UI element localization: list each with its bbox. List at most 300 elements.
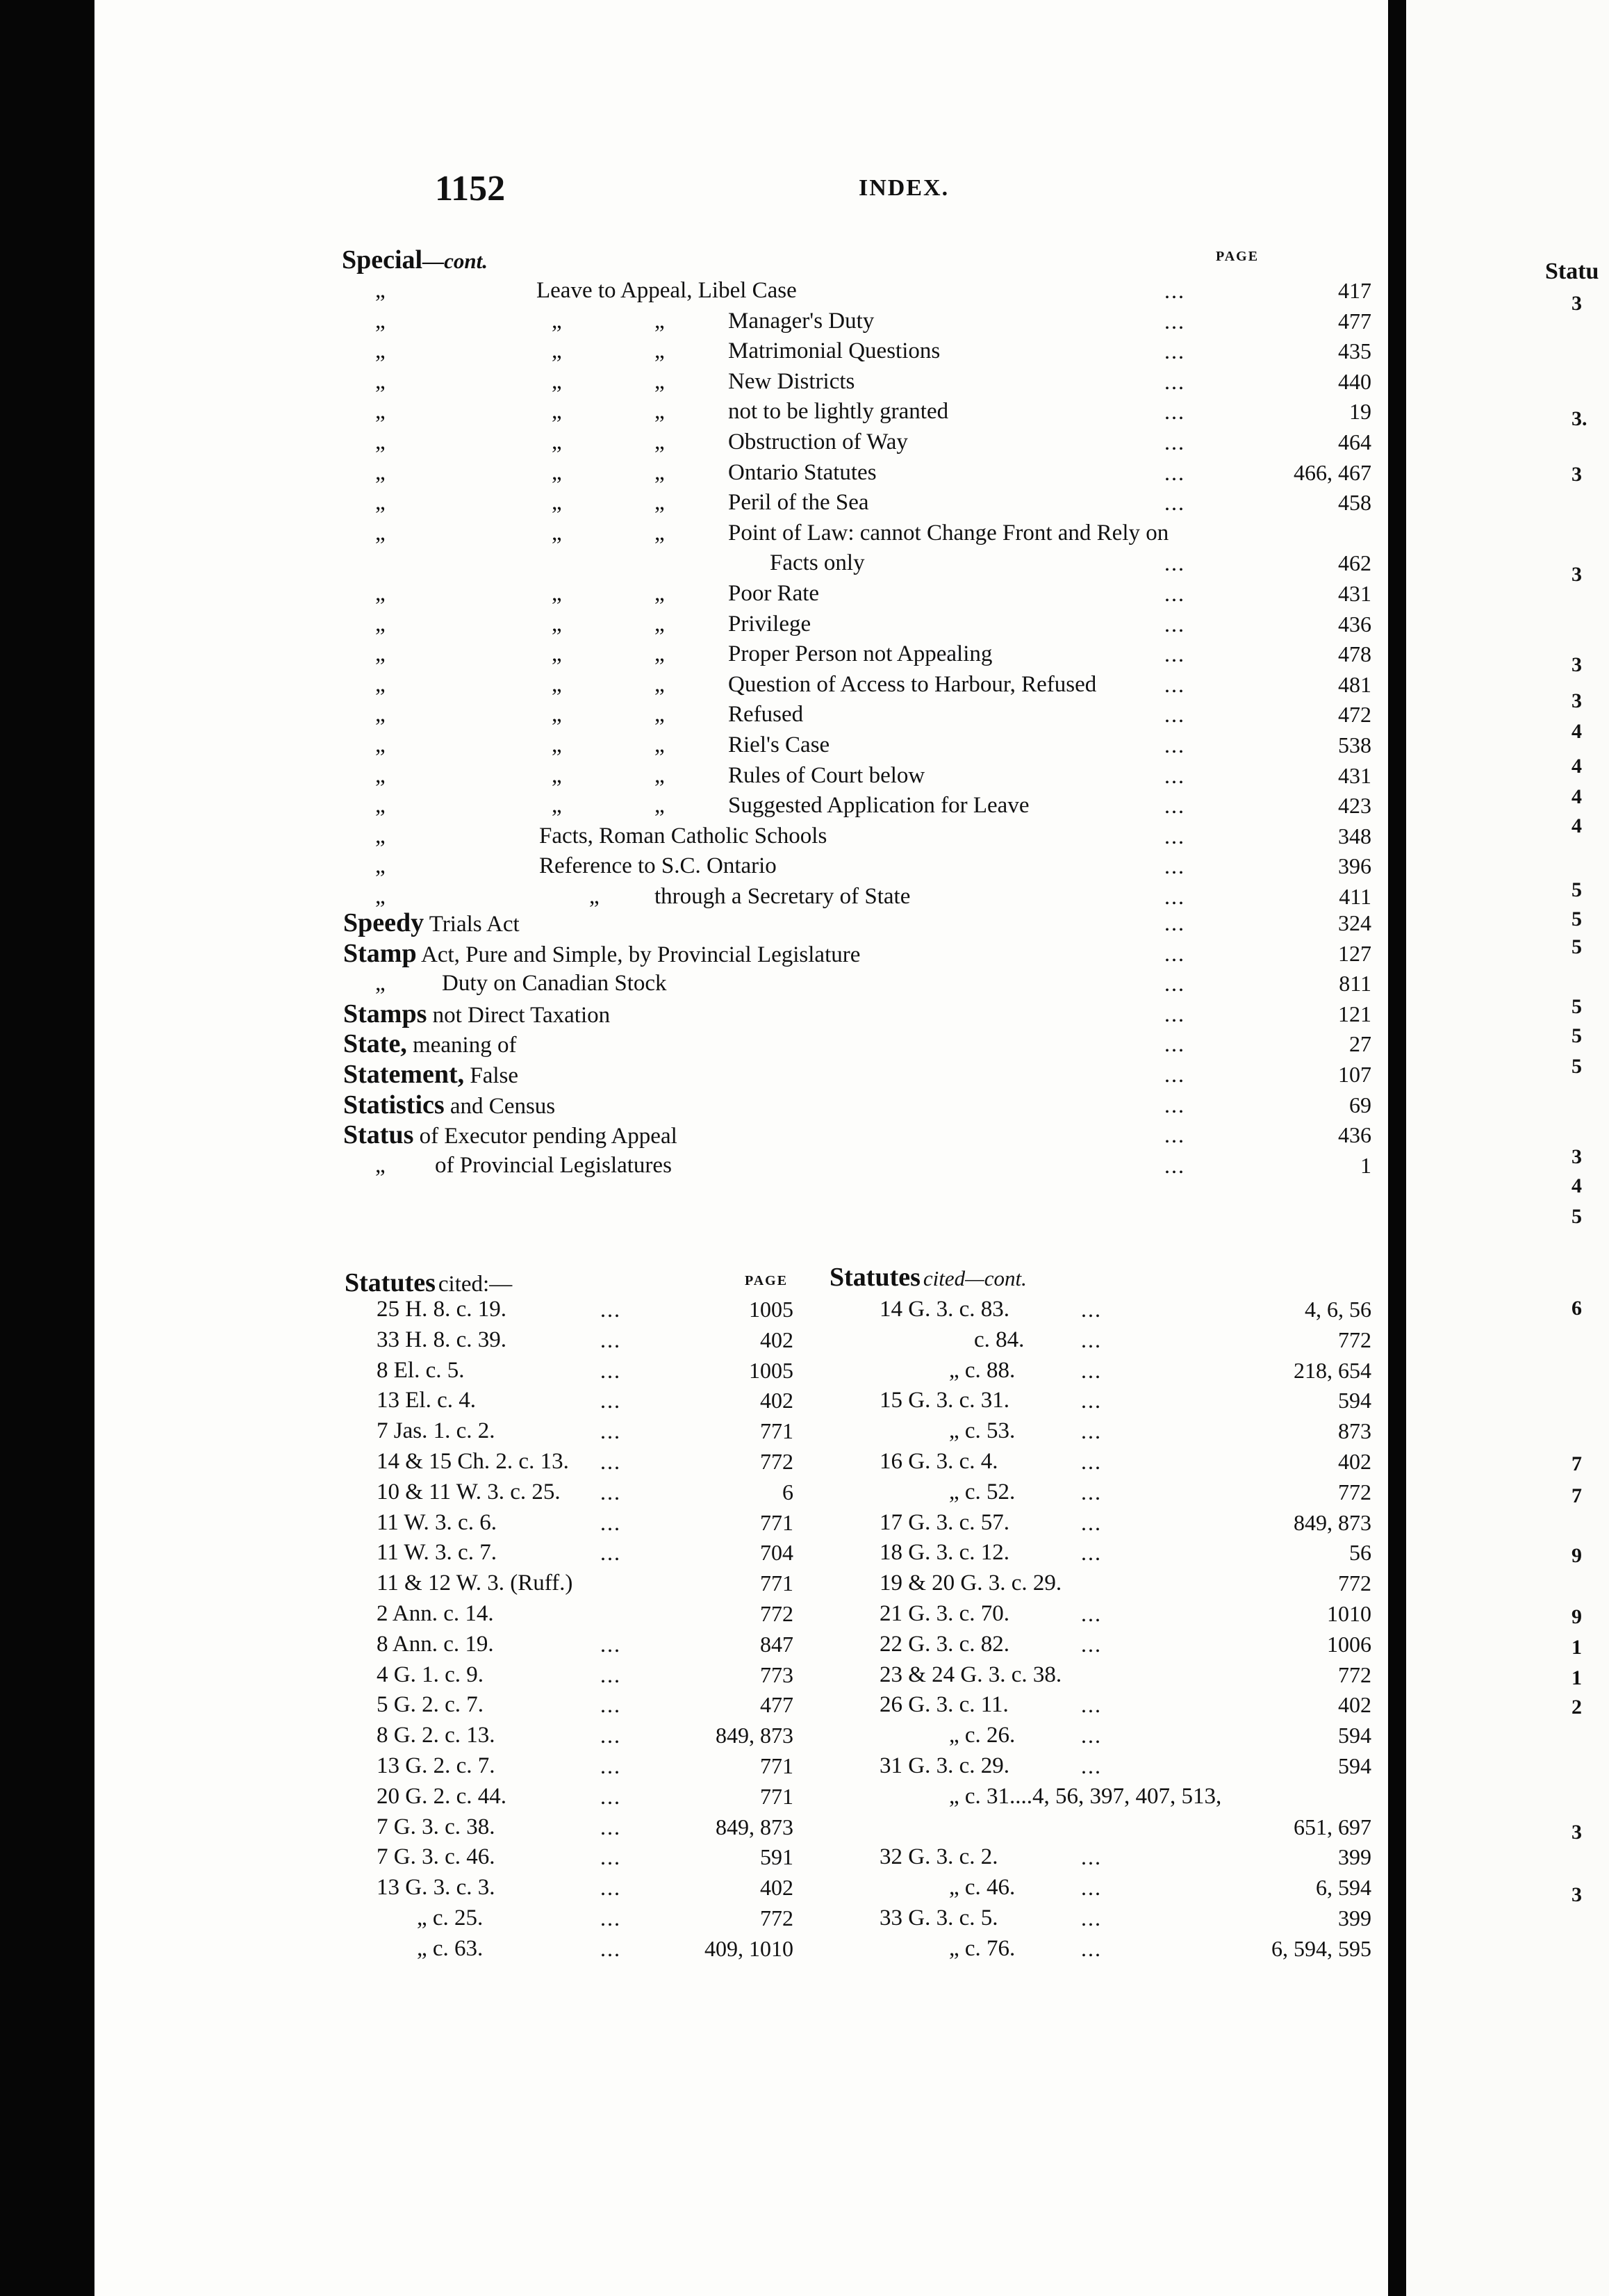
- page-ref: 594: [1338, 1753, 1371, 1778]
- statute-citation: 23 & 24 G. 3. c. 38.: [880, 1662, 1062, 1687]
- page-ref: 19: [1349, 399, 1371, 424]
- facing-number-fragment: 3: [1571, 1883, 1582, 1906]
- page-ref: 462: [1338, 550, 1371, 575]
- index-entry-text: Peril of the Sea: [728, 490, 869, 515]
- statute-citation: 13 G. 2. c. 7.: [377, 1753, 495, 1778]
- ditto-mark: „: [552, 763, 562, 788]
- page-ref: 1010: [1327, 1601, 1371, 1626]
- facing-number-fragment: 5: [1571, 995, 1582, 1018]
- ditto-mark: „: [552, 612, 562, 637]
- ditto-mark: „: [654, 581, 665, 606]
- leader-dots: ...: [1081, 1418, 1102, 1443]
- index-entry-text: not to be lightly granted: [728, 399, 949, 424]
- leader-dots: ...: [1164, 278, 1185, 303]
- page-ref: 423: [1338, 793, 1371, 818]
- statute-citation: „ c. 31....4, 56, 397, 407, 513,: [949, 1784, 1222, 1809]
- leader-dots: ...: [1164, 490, 1185, 515]
- ditto-mark: „: [375, 278, 386, 303]
- ditto-mark: „: [375, 338, 386, 363]
- index-entry-text: Leave to Appeal, Libel Case: [536, 278, 797, 303]
- ditto-mark: „: [552, 309, 562, 334]
- statute-citation: 31 G. 3. c. 29.: [880, 1753, 1009, 1778]
- index-entry-text: Rules of Court below: [728, 763, 925, 788]
- facing-number-fragment: 4: [1571, 814, 1582, 837]
- leader-dots: ...: [1164, 581, 1185, 606]
- ditto-mark: „: [375, 490, 386, 515]
- page-ref: 399: [1338, 1844, 1371, 1869]
- ditto-mark: „: [552, 793, 562, 818]
- leader-dots: ...: [600, 1449, 621, 1474]
- statute-citation: 4 G. 1. c. 9.: [377, 1662, 484, 1687]
- page-ref: 1006: [1327, 1632, 1371, 1657]
- page-ref: 402: [760, 1388, 793, 1413]
- statute-citation: 7 G. 3. c. 38.: [377, 1814, 495, 1839]
- page-ref: 772: [760, 1449, 793, 1474]
- ditto-mark: „: [375, 520, 386, 546]
- leader-dots: ...: [1164, 732, 1185, 757]
- leader-dots: ...: [600, 1905, 621, 1930]
- leader-dots: ...: [600, 1875, 621, 1900]
- statute-citation: 13 G. 3. c. 3.: [377, 1875, 495, 1900]
- statute-citation: 25 H. 8. c. 19.: [377, 1297, 506, 1322]
- page-ref: 651, 697: [1294, 1814, 1371, 1839]
- index-entry-text: Refused: [728, 702, 804, 727]
- index-entry-heading: State,: [343, 1029, 407, 1058]
- leader-dots: ...: [1164, 884, 1185, 909]
- index-entry-text: Facts, Roman Catholic Schools: [539, 823, 827, 848]
- leader-dots: ...: [1164, 429, 1185, 454]
- index-entry-text: Facts only: [770, 550, 865, 575]
- index-entry-text: Ontario Statutes: [728, 460, 877, 485]
- ditto-mark: „: [375, 641, 386, 666]
- leader-dots: ...: [1081, 1479, 1102, 1504]
- leader-dots: ...: [600, 1388, 621, 1413]
- index-entry-text: and Census: [444, 1094, 556, 1119]
- page-ref: 771: [760, 1571, 793, 1596]
- page-ref: 431: [1338, 763, 1371, 788]
- index-entry-heading: Statement,: [343, 1060, 465, 1089]
- special-heading: Special: [342, 245, 423, 274]
- page-ref: 402: [760, 1327, 793, 1352]
- statutes-left-page-label: PAGE: [745, 1273, 789, 1288]
- ditto-mark: „: [654, 612, 665, 637]
- index-entry-text: Reference to S.C. Ontario: [539, 853, 777, 878]
- statute-citation: 7 Jas. 1. c. 2.: [377, 1418, 495, 1443]
- index-entry-text: New Districts: [728, 369, 855, 394]
- ditto-mark: „: [552, 460, 562, 485]
- page-ref: 69: [1349, 1092, 1371, 1117]
- statute-citation: „ c. 63.: [417, 1936, 484, 1961]
- leader-dots: ...: [600, 1418, 621, 1443]
- page-ref: 591: [760, 1844, 793, 1869]
- ditto-mark: „: [375, 823, 386, 848]
- page-ref: 481: [1338, 672, 1371, 697]
- index-entry-heading: Status: [343, 1120, 414, 1149]
- page-ref: 772: [760, 1601, 793, 1626]
- special-heading-line: [342, 245, 488, 275]
- facing-number-fragment: 3: [1571, 653, 1582, 676]
- ditto-mark: „: [375, 793, 386, 818]
- ditto-mark: „: [375, 1153, 386, 1178]
- statute-citation: 19 & 20 G. 3. c. 29.: [880, 1571, 1062, 1596]
- page-ref: 402: [1338, 1449, 1371, 1474]
- index-entry-text: False: [464, 1063, 519, 1088]
- statute-citation: 8 El. c. 5.: [377, 1358, 465, 1383]
- facing-number-fragment: 3: [1571, 1145, 1582, 1168]
- ditto-mark: „: [654, 399, 665, 424]
- index-entry-text: Matrimonial Questions: [728, 338, 941, 363]
- leader-dots: ...: [600, 1327, 621, 1352]
- index-entry-text: meaning of: [406, 1033, 517, 1058]
- page-ref: 594: [1338, 1388, 1371, 1413]
- ditto-mark: „: [654, 490, 665, 515]
- page-ref: 121: [1338, 1001, 1371, 1026]
- index-entry-heading: Stamp: [343, 939, 417, 968]
- index-entry-text: Privilege: [728, 612, 811, 637]
- ditto-mark: „: [375, 612, 386, 637]
- page-ref: 1005: [749, 1297, 793, 1322]
- statute-citation: „ c. 25.: [417, 1905, 484, 1930]
- leader-dots: ...: [1164, 641, 1185, 666]
- ditto-mark: „: [654, 672, 665, 697]
- statutes-right-heading-line: [830, 1262, 1027, 1293]
- leader-dots: ...: [1081, 1936, 1102, 1961]
- ditto-mark: „: [552, 732, 562, 757]
- leader-dots: ...: [1164, 763, 1185, 788]
- page-ref: 478: [1338, 641, 1371, 666]
- page-ref: 107: [1338, 1062, 1371, 1087]
- statute-citation: 13 El. c. 4.: [377, 1388, 476, 1413]
- page-ref: 218, 654: [1294, 1358, 1371, 1383]
- facing-number-fragment: 3: [1571, 689, 1582, 712]
- page-ref: 771: [760, 1784, 793, 1809]
- page-ref: 773: [760, 1662, 793, 1687]
- index-entry-text: of Executor pending Appeal: [413, 1124, 677, 1149]
- page-column-label: PAGE: [1216, 249, 1260, 264]
- page-ref: 771: [760, 1418, 793, 1443]
- statute-citation: 11 W. 3. c. 6.: [377, 1510, 497, 1535]
- page-ref: 6, 594, 595: [1271, 1936, 1371, 1961]
- leader-dots: ...: [600, 1662, 621, 1687]
- ditto-mark: „: [375, 884, 386, 909]
- facing-number-fragment: 9: [1571, 1544, 1582, 1567]
- page-ref: 847: [760, 1632, 793, 1657]
- page-ref: 811: [1339, 971, 1371, 996]
- ditto-mark: „: [654, 641, 665, 666]
- statute-citation: 10 & 11 W. 3. c. 25.: [377, 1479, 561, 1504]
- facing-number-fragment: 5: [1571, 908, 1582, 930]
- page-ref: 771: [760, 1753, 793, 1778]
- index-entry-text: through a Secretary of State: [654, 884, 911, 909]
- ditto-mark: „: [552, 338, 562, 363]
- page-ref: 324: [1338, 910, 1371, 935]
- statute-citation: 16 G. 3. c. 4.: [880, 1449, 998, 1474]
- leader-dots: ...: [600, 1723, 621, 1748]
- page-ref: 6, 594: [1316, 1875, 1371, 1900]
- statute-citation: 14 & 15 Ch. 2. c. 13.: [377, 1449, 569, 1474]
- leader-dots: ...: [1081, 1905, 1102, 1930]
- statute-citation: „ c. 26.: [949, 1723, 1016, 1748]
- page-ref: 127: [1338, 941, 1371, 966]
- statute-citation: 5 G. 2. c. 7.: [377, 1692, 484, 1717]
- ditto-mark: „: [375, 672, 386, 697]
- index-entry-text: Point of Law: cannot Change Front and Rely on: [728, 520, 1169, 546]
- facing-number-fragment: 4: [1571, 755, 1582, 778]
- page-ref: 772: [760, 1905, 793, 1930]
- facing-number-fragment: 4: [1571, 785, 1582, 808]
- leader-dots: ...: [1164, 793, 1185, 818]
- page-ref: 417: [1338, 278, 1371, 303]
- leader-dots: ...: [1081, 1327, 1102, 1352]
- statute-citation: „ c. 46.: [949, 1875, 1016, 1900]
- facing-number-fragment: 5: [1571, 1024, 1582, 1047]
- leader-dots: ...: [600, 1479, 621, 1504]
- statutes-left-sub: cited:—: [438, 1272, 513, 1297]
- page-ref: 440: [1338, 369, 1371, 394]
- leader-dots: ...: [600, 1784, 621, 1809]
- index-entry-text: Manager's Duty: [728, 309, 875, 334]
- leader-dots: ...: [1081, 1632, 1102, 1657]
- facing-number-fragment: 5: [1571, 878, 1582, 901]
- page-ref: 849, 873: [1294, 1510, 1371, 1535]
- page-ref: 1005: [749, 1358, 793, 1383]
- page-ref: 477: [760, 1692, 793, 1717]
- leader-dots: ...: [1164, 1001, 1185, 1026]
- index-entry-text: Trials Act: [424, 912, 520, 937]
- statutes-right-sub: cited—cont.: [923, 1266, 1027, 1290]
- facing-number-fragment: 4: [1571, 720, 1582, 743]
- index-entry-heading: Stamps: [343, 999, 427, 1028]
- page-ref: 704: [760, 1540, 793, 1565]
- leader-dots: ...: [600, 1753, 621, 1778]
- page-ref: 594: [1338, 1723, 1371, 1748]
- leader-dots: ...: [1164, 941, 1185, 966]
- leader-dots: ...: [1164, 1153, 1185, 1178]
- index-entry-text: Riel's Case: [728, 732, 830, 757]
- page-ref: 409, 1010: [704, 1936, 793, 1961]
- index-entry: [343, 1028, 516, 1059]
- page-ref: 772: [1338, 1479, 1371, 1504]
- leader-dots: ...: [1081, 1449, 1102, 1474]
- leader-dots: ...: [600, 1814, 621, 1839]
- index-entry-heading: Speedy: [343, 908, 424, 937]
- ditto-mark: „: [654, 369, 665, 394]
- page-ref: 436: [1338, 1122, 1371, 1147]
- statute-citation: 32 G. 3. c. 2.: [880, 1844, 998, 1869]
- ditto-mark: „: [552, 399, 562, 424]
- leader-dots: ...: [600, 1692, 621, 1717]
- ditto-mark: „: [375, 971, 386, 996]
- leader-dots: ...: [600, 1297, 621, 1322]
- page-ref: 27: [1349, 1031, 1371, 1056]
- statute-citation: 20 G. 2. c. 44.: [377, 1784, 506, 1809]
- statute-citation: 11 W. 3. c. 7.: [377, 1540, 497, 1565]
- leader-dots: ...: [1164, 369, 1185, 394]
- statute-citation: 8 Ann. c. 19.: [377, 1632, 494, 1657]
- page-ref: 849, 873: [716, 1814, 793, 1839]
- facing-number-fragment: 2: [1571, 1696, 1582, 1719]
- statute-citation: 2 Ann. c. 14.: [377, 1601, 494, 1626]
- statutes-left-heading: Statutes: [345, 1268, 436, 1297]
- leader-dots: ...: [1081, 1692, 1102, 1717]
- facing-number-fragment: 3: [1571, 1821, 1582, 1844]
- ditto-mark: „: [375, 399, 386, 424]
- ditto-mark: „: [552, 429, 562, 454]
- ditto-mark: „: [552, 672, 562, 697]
- facing-page: [1406, 0, 1609, 2296]
- leader-dots: ...: [1081, 1601, 1102, 1626]
- ditto-mark: „: [552, 490, 562, 515]
- page-ref: 849, 873: [716, 1723, 793, 1748]
- page-ref: 772: [1338, 1662, 1371, 1687]
- leader-dots: ...: [600, 1510, 621, 1535]
- statute-citation: 33 H. 8. c. 39.: [377, 1327, 506, 1352]
- leader-dots: ...: [1164, 338, 1185, 363]
- ditto-mark: „: [552, 702, 562, 727]
- facing-number-fragment: 5: [1571, 935, 1582, 958]
- index-entry: [343, 1059, 518, 1090]
- page-ref: 435: [1338, 338, 1371, 363]
- ditto-mark: „: [375, 763, 386, 788]
- leader-dots: ...: [1081, 1358, 1102, 1383]
- page-ref: 873: [1338, 1418, 1371, 1443]
- ditto-mark: „: [375, 581, 386, 606]
- index-entry-text: Question of Access to Harbour, Refused: [728, 672, 1097, 697]
- index-entry-text: Proper Person not Appealing: [728, 641, 993, 666]
- statute-citation: 14 G. 3. c. 83.: [880, 1297, 1009, 1322]
- page-ref: 772: [1338, 1327, 1371, 1352]
- ditto-mark: „: [654, 763, 665, 788]
- facing-number-fragment: 5: [1571, 1205, 1582, 1228]
- index-entry-text: Suggested Application for Leave: [728, 793, 1030, 818]
- leader-dots: ...: [1081, 1753, 1102, 1778]
- page-ref: 458: [1338, 490, 1371, 515]
- ditto-mark: „: [375, 702, 386, 727]
- page-ref: 436: [1338, 612, 1371, 637]
- statute-citation: 17 G. 3. c. 57.: [880, 1510, 1009, 1535]
- facing-number-fragment: 3.: [1571, 407, 1587, 430]
- ditto-mark: „: [654, 732, 665, 757]
- ditto-mark: „: [654, 309, 665, 334]
- facing-number-fragment: 1: [1571, 1636, 1582, 1659]
- ditto-mark: „: [654, 429, 665, 454]
- leader-dots: ...: [1164, 1122, 1185, 1147]
- ditto-mark: „: [654, 793, 665, 818]
- statute-citation: „ c. 88.: [949, 1358, 1016, 1383]
- index-entry-text: Poor Rate: [728, 581, 820, 606]
- statutes-right-heading: Statutes: [830, 1263, 921, 1292]
- leader-dots: ...: [1164, 971, 1185, 996]
- ditto-mark: „: [552, 520, 562, 546]
- ditto-mark: „: [654, 460, 665, 485]
- page-ref: 538: [1338, 732, 1371, 757]
- page-ref: 464: [1338, 429, 1371, 454]
- index-entry: [343, 1120, 677, 1150]
- facing-number-fragment: 6: [1571, 1297, 1582, 1320]
- index-entry-heading: Statistics: [343, 1090, 445, 1120]
- leader-dots: ...: [1164, 910, 1185, 935]
- ditto-mark: „: [375, 369, 386, 394]
- page-ref: 6: [782, 1479, 793, 1504]
- index-page: [94, 0, 1388, 2296]
- ditto-mark: „: [552, 581, 562, 606]
- page-ref: 477: [1338, 309, 1371, 334]
- index-entry: [343, 938, 860, 969]
- index-entry-text: Obstruction of Way: [728, 429, 908, 454]
- index-entry-text: Act, Pure and Simple, by Provincial Legislature: [416, 942, 861, 967]
- page-ref: 771: [760, 1510, 793, 1535]
- facing-number-fragment: 3: [1571, 292, 1582, 315]
- statute-citation: 15 G. 3. c. 31.: [880, 1388, 1009, 1413]
- index-entry-text: not Direct Taxation: [427, 1003, 611, 1028]
- leader-dots: ...: [1164, 550, 1185, 575]
- ditto-mark: „: [654, 520, 665, 546]
- leader-dots: ...: [600, 1358, 621, 1383]
- ditto-mark: „: [654, 702, 665, 727]
- leader-dots: ...: [600, 1936, 621, 1961]
- page-ref: 466, 467: [1294, 460, 1371, 485]
- statutes-left-heading-line: [345, 1268, 512, 1298]
- leader-dots: ...: [1081, 1297, 1102, 1322]
- statute-citation: 21 G. 3. c. 70.: [880, 1601, 1009, 1626]
- leader-dots: ...: [1164, 399, 1185, 424]
- leader-dots: ...: [1164, 1062, 1185, 1087]
- index-entry: [343, 999, 610, 1029]
- facing-number-fragment: 7: [1571, 1452, 1582, 1475]
- leader-dots: ...: [1164, 672, 1185, 697]
- leader-dots: ...: [1164, 460, 1185, 485]
- page-ref: 402: [1338, 1692, 1371, 1717]
- leader-dots: ...: [1164, 702, 1185, 727]
- ditto-mark: „: [375, 460, 386, 485]
- statute-citation: c. 84.: [974, 1327, 1025, 1352]
- leader-dots: ...: [1164, 853, 1185, 878]
- leader-dots: ...: [1081, 1540, 1102, 1565]
- index-entry: [343, 908, 520, 938]
- page-ref: 772: [1338, 1571, 1371, 1596]
- leader-dots: ...: [1164, 823, 1185, 848]
- statute-citation: „ c. 53.: [949, 1418, 1016, 1443]
- ditto-mark: „: [552, 641, 562, 666]
- statute-citation: 22 G. 3. c. 82.: [880, 1632, 1009, 1657]
- leader-dots: ...: [1081, 1510, 1102, 1535]
- leader-dots: ...: [1164, 309, 1185, 334]
- page-ref: 56: [1349, 1540, 1371, 1565]
- facing-number-fragment: 3: [1571, 463, 1582, 486]
- facing-heading: Statu: [1545, 259, 1599, 284]
- page-ref: 411: [1339, 884, 1371, 909]
- facing-number-fragment: 3: [1571, 563, 1582, 586]
- page-ref: 4, 6, 56: [1305, 1297, 1371, 1322]
- leader-dots: ...: [600, 1632, 621, 1657]
- statute-citation: „ c. 76.: [949, 1936, 1016, 1961]
- page-ref: 402: [760, 1875, 793, 1900]
- leader-dots: ...: [1081, 1875, 1102, 1900]
- facing-number-fragment: 5: [1571, 1055, 1582, 1078]
- ditto-mark: „: [552, 369, 562, 394]
- facing-number-fragment: 4: [1571, 1174, 1582, 1197]
- page-ref: 431: [1338, 581, 1371, 606]
- facing-number-fragment: 1: [1571, 1666, 1582, 1689]
- leader-dots: ...: [600, 1540, 621, 1565]
- facing-number-fragment: 7: [1571, 1484, 1582, 1507]
- statute-citation: 18 G. 3. c. 12.: [880, 1540, 1009, 1565]
- page-title: INDEX.: [859, 175, 950, 201]
- page-number: 1152: [435, 169, 506, 208]
- special-cont: —cont.: [422, 249, 488, 273]
- leader-dots: ...: [1081, 1844, 1102, 1869]
- leader-dots: ...: [600, 1844, 621, 1869]
